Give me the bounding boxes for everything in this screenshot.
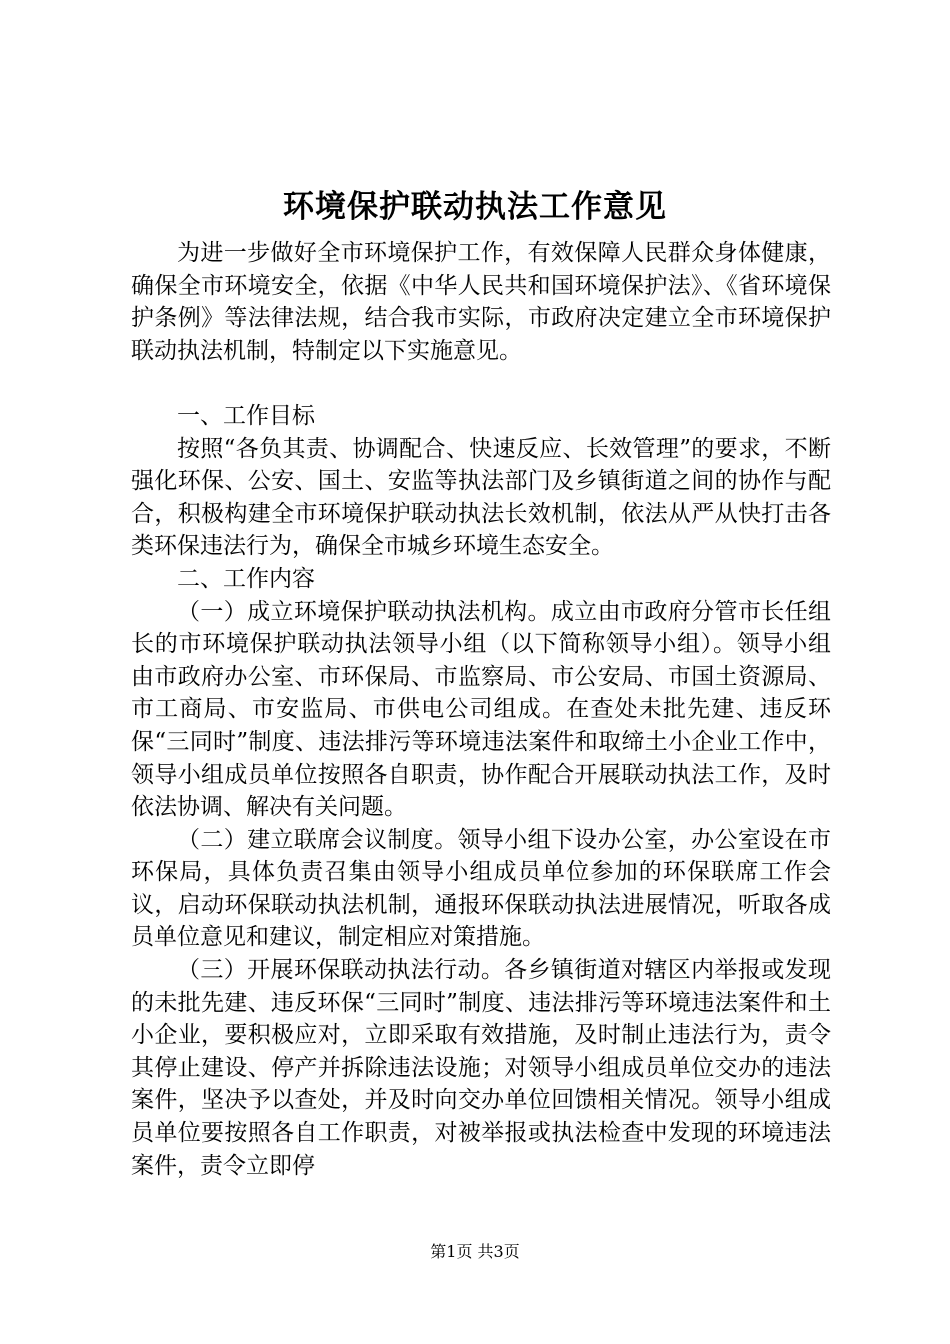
section-heading-content: 二、工作内容	[177, 565, 315, 592]
section-heading-goals: 一、工作目标	[177, 402, 315, 429]
content-item-3: （三）开展环保联动执法行动。各乡镇街道对辖区内举报或发现的未批先建、违反环保“三同时”制度、违法排污等环境违法案件和土小企业，要积极应对，立即采取有效措施，及时制止违法行为，责令其停止建设、停产并拆除违法设施；对领导小组成员单位交办的违法案件，坚决予以查处，并及时向交办单位回馈相关情况。领导小组成员单位要按照各自工作职责，对被举报或执法检查中发现的环境违法案件，责令立即停	[131, 957, 831, 1179]
document-body	[131, 237, 831, 1182]
document-title: 环境保护联动执法工作意见	[283, 189, 667, 225]
section-goals-paragraph: 按照“各负其责、协调配合、快速反应、长效管理”的要求，不断强化环保、公安、国土、安监等执法部门及乡镇街道之间的协作与配合，积极构建全市环境保护联动执法长效机制，依法从严从快打击各类环保违法行为，确保全市城乡环境生态安全。	[131, 435, 831, 560]
intro-paragraph: 为进一步做好全市环境保护工作，有效保障人民群众身体健康，确保全市环境安全，依据《中华人民共和国环境保护法》、《省环境保护条例》等法律法规，结合我市实际，市政府决定建立全市环境保护联动执法机制，特制定以下实施意见。	[131, 240, 831, 364]
content-item-1: （一）成立环境保护联动执法机构。成立由市政府分管市长任组长的市环境保护联动执法领导小组（以下简称领导小组）。领导小组由市政府办公室、市环保局、市监察局、市公安局、市国土资源局、市工商局、市安监局、市供电公司组成。在查处未批先建、违反环保“三同时”制度、违法排污等环境违法案件和取缔土小企业工作中，领导小组成员单位按照各自职责，协作配合开展联动执法工作，及时依法协调、解决有关问题。	[131, 598, 831, 821]
content-item-2: （二）建立联席会议制度。领导小组下设办公室，办公室设在市环保局，具体负责召集由领导小组成员单位参加的环保联席工作会议，启动环保联动执法机制，通报环保联动执法进展情况，听取各成员单位意见和建议，制定相应对策措施。	[131, 826, 831, 951]
page-footer: 第1页 共3页	[430, 1242, 520, 1261]
paragraph-gap	[131, 367, 831, 400]
